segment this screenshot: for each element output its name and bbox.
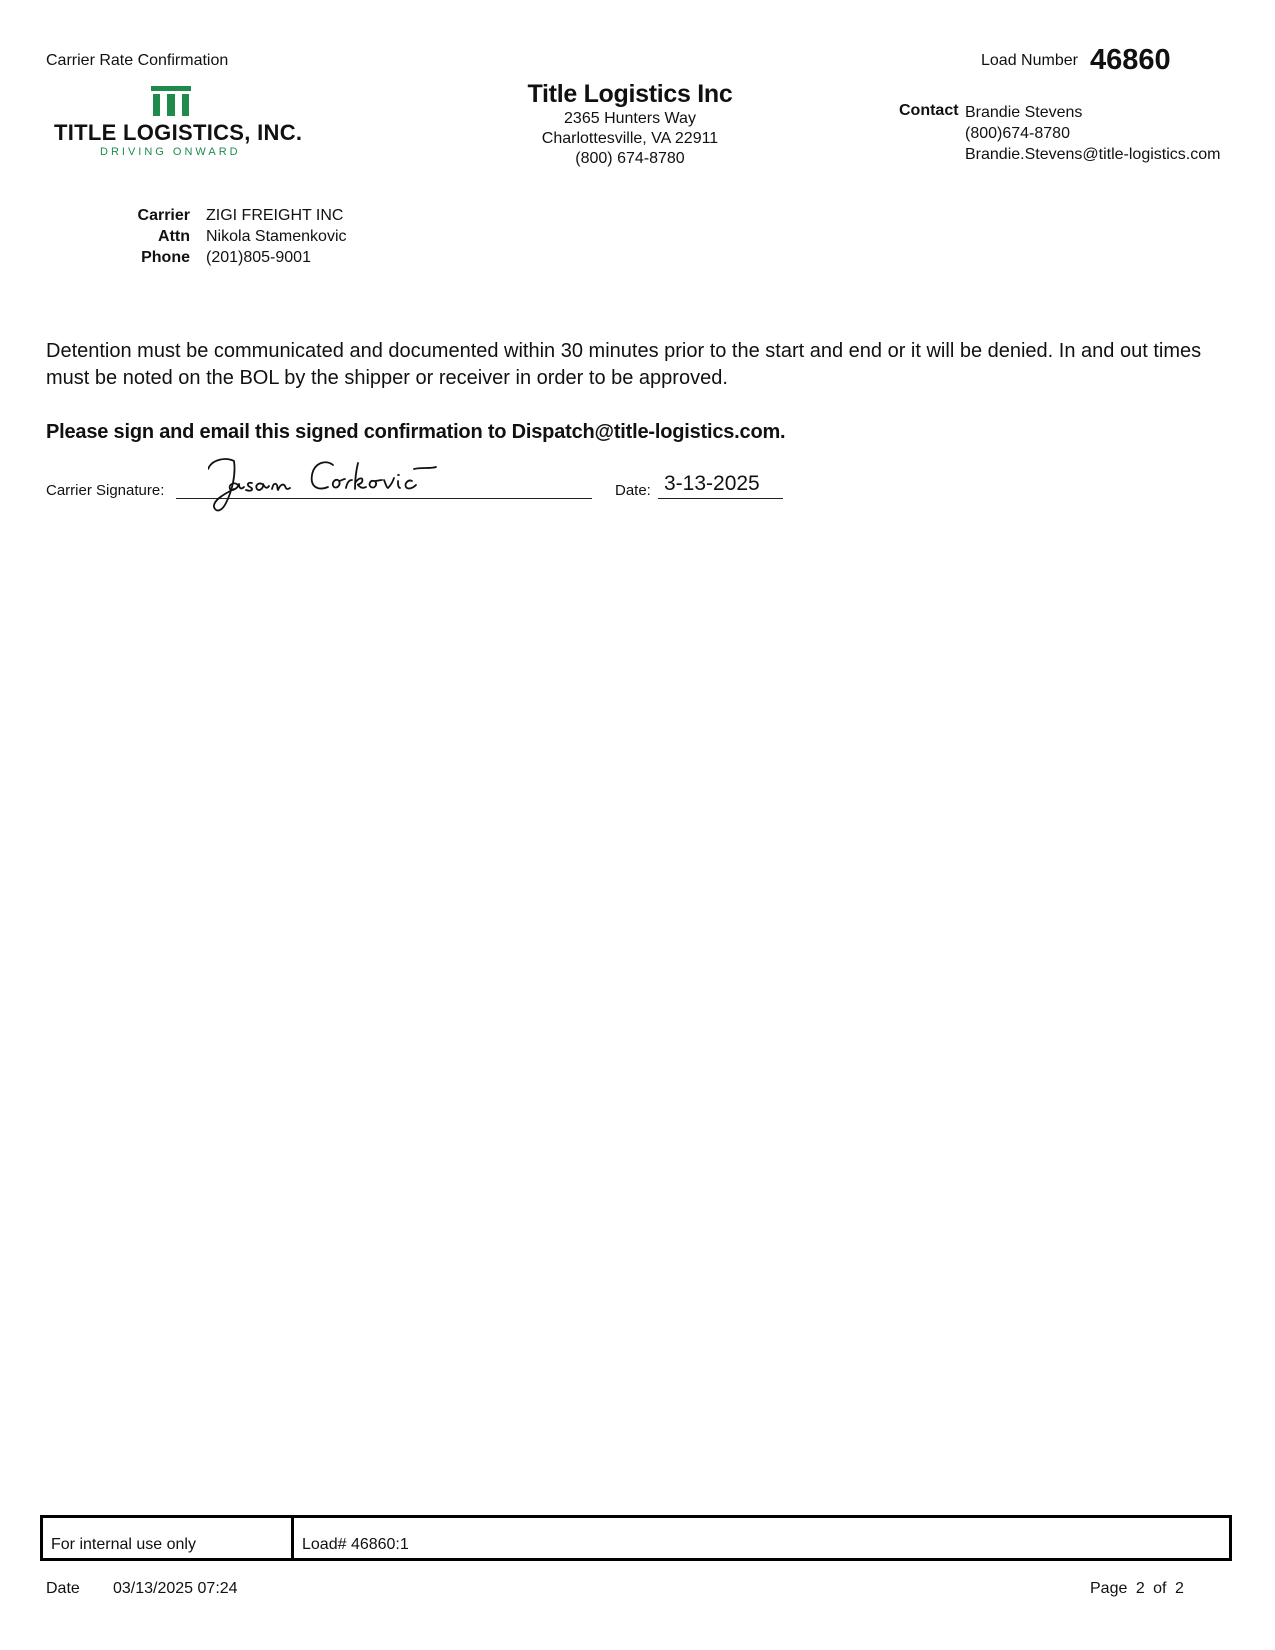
carrier-value: ZIGI FREIGHT INC (206, 207, 344, 224)
carrier-row (120, 205, 347, 226)
company-address-line2: Charlottesville, VA 22911 (541, 130, 719, 147)
logo-wordmark: TITLE LOGISTICS, INC. (54, 120, 303, 145)
handwritten-signature (208, 455, 458, 515)
phone-value: (201)805-9001 (206, 249, 311, 266)
document-type-label: Carrier Rate Confirmation (46, 52, 229, 69)
logo-tagline: DRIVING ONWARD (100, 146, 241, 158)
load-number-label: Load Number (981, 52, 1078, 69)
contact-label: Contact (899, 102, 959, 119)
load-reference: Load# 46860:1 (302, 1536, 409, 1553)
footer-date-label: Date (46, 1580, 80, 1597)
contact-email: Brandie.Stevens@title-logistics.com (965, 146, 1221, 163)
phone-row (120, 247, 347, 268)
load-number-value: 46860 (1090, 44, 1171, 76)
carrier-label: Carrier (137, 207, 190, 224)
detention-policy-text: Detention must be communicated and documented within 30 minutes prior to the start and end or it will be denied. In and out times must be noted on the BOL by the shipper or receiver in order to be approved. (46, 340, 1202, 389)
contact-details (965, 102, 1220, 165)
internal-use-label: For internal use only (51, 1536, 196, 1553)
page-number: Page 2 of 2 (1090, 1580, 1184, 1597)
attn-row (120, 226, 347, 247)
carrier-info-block (120, 205, 347, 268)
company-name: Title Logistics Inc (527, 80, 733, 108)
contact-phone: (800)674-8780 (965, 125, 1070, 142)
company-logo (54, 86, 303, 158)
signature-date-label: Date: (615, 482, 651, 499)
carrier-signature-label: Carrier Signature: (46, 482, 165, 499)
contact-name: Brandie Stevens (965, 104, 1083, 121)
load-reference-cell (294, 1518, 1229, 1558)
attn-value: Nikola Stamenkovic (206, 228, 347, 245)
date-line (658, 498, 783, 499)
company-phone: (800) 674-8780 (575, 150, 685, 167)
signature-date-value: 3-13-2025 (664, 472, 760, 495)
company-address-block (520, 80, 740, 169)
internal-use-box (40, 1515, 1232, 1561)
phone-label: Phone (141, 249, 190, 266)
company-address-line1: 2365 Hunters Way (564, 110, 696, 127)
internal-use-cell (43, 1518, 294, 1558)
attn-label: Attn (158, 228, 190, 245)
logo-mark-icon (151, 86, 191, 116)
footer-date-value: 03/13/2025 07:24 (113, 1580, 238, 1597)
sign-instruction-text: Please sign and email this signed confirmation to Dispatch@title-logistics.com. (46, 421, 786, 443)
